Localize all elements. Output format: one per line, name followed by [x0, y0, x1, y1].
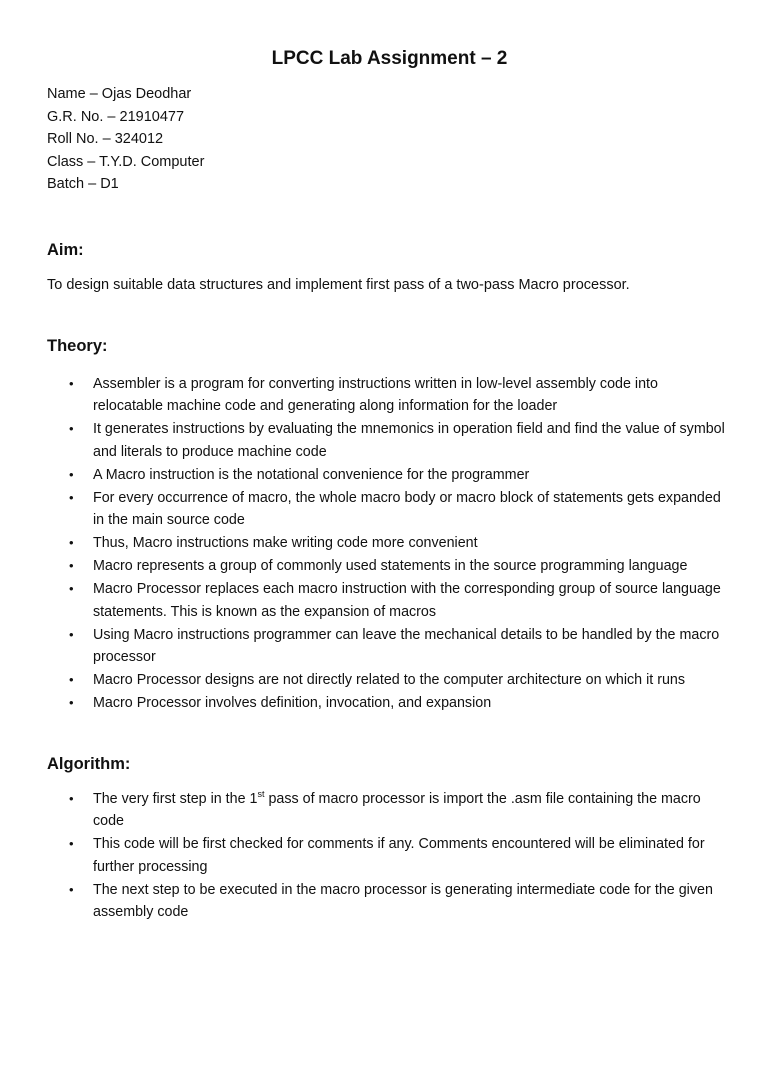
student-roll-no: Roll No. – 324012: [47, 131, 164, 147]
algorithm-item-text: The next step to be executed in the macro processor is generating intermediate code for the given assembly code: [93, 881, 713, 920]
theory-item: [47, 418, 728, 463]
theory-item-text: Using Macro instructions programmer can leave the mechanical details to be handled by the macro processor: [93, 626, 720, 665]
student-name: Name – Ojas Deodhar: [47, 86, 192, 102]
theory-item: [47, 487, 728, 532]
algorithm-heading: Algorithm:: [47, 754, 131, 773]
bullet-icon: •: [69, 421, 74, 436]
algorithm-item: [47, 879, 728, 924]
aim-text: To design suitable data structures and implement first pass of a two-pass Macro processor.: [47, 276, 630, 293]
algorithm-item-text-end: pass of macro processor is import the .asm file containing the macro code: [93, 790, 701, 829]
theory-item: [47, 532, 728, 555]
student-gr-no: G.R. No. – 21910477: [47, 108, 185, 125]
theory-item-text: Macro Processor involves definition, invocation, and expansion: [93, 695, 492, 711]
theory-item-text: For every occurrence of macro, the whole macro body or macro block of statements gets expanded in the main source code: [93, 489, 721, 528]
theory-item-text: A Macro instruction is the notational convenience for the programmer: [93, 466, 530, 483]
bullet-icon: •: [69, 375, 74, 391]
theory-item: [47, 464, 728, 487]
algorithm-item: [47, 788, 728, 833]
student-class: Class – T.Y.D. Computer: [47, 153, 205, 170]
theory-item-text: Macro Processor designs are not directly related to the computer architecture on which it runs: [93, 672, 686, 688]
theory-list: [47, 373, 728, 715]
bullet-icon: •: [69, 881, 74, 897]
theory-item: [47, 669, 728, 692]
bullet-icon: •: [69, 535, 74, 550]
theory-heading: Theory:: [47, 336, 108, 355]
bullet-icon: •: [69, 466, 74, 482]
aim-heading: Aim:: [47, 240, 84, 259]
bullet-icon: •: [69, 790, 74, 806]
theory-item: [47, 624, 728, 669]
ordinal-suffix: st: [257, 788, 265, 799]
algorithm-list: [47, 788, 728, 924]
bullet-icon: •: [69, 836, 74, 851]
student-info: [47, 83, 728, 196]
bullet-icon: •: [69, 695, 74, 710]
theory-item-text: Macro Processor replaces each macro instruction with the corresponding group of source language statements. This is known as the expansion of macros: [93, 581, 721, 620]
theory-item-text: Assembler is a program for converting instructions written in low-level assembly code into relocatable machine code and generating along information for the loader: [93, 375, 658, 414]
bullet-icon: •: [69, 672, 74, 687]
document-page: [0, 47, 768, 1071]
theory-item: [47, 692, 728, 715]
theory-item: [47, 555, 728, 578]
bullet-icon: •: [69, 489, 74, 505]
algorithm-item: [47, 833, 728, 878]
algorithm-item-text: This code will be first checked for comments if any. Comments encountered will be eliminated for further processing: [93, 836, 705, 875]
bullet-icon: •: [69, 581, 74, 596]
bullet-icon: •: [69, 558, 74, 573]
theory-item: [47, 373, 728, 418]
theory-item-text: Macro represents a group of commonly used statements in the source programming language: [93, 558, 688, 574]
algorithm-item-text-start: The very first step in the 1: [93, 790, 258, 807]
theory-item: [47, 578, 728, 623]
bullet-icon: •: [69, 626, 74, 642]
student-batch: Batch – D1: [47, 176, 119, 192]
theory-item-text: Thus, Macro instructions make writing code more convenient: [93, 535, 478, 551]
theory-item-text: It generates instructions by evaluating the mnemonics in operation field and find the value of symbol and literals to produce machine code: [93, 421, 725, 460]
document-title: LPCC Lab Assignment – 2: [271, 48, 508, 69]
